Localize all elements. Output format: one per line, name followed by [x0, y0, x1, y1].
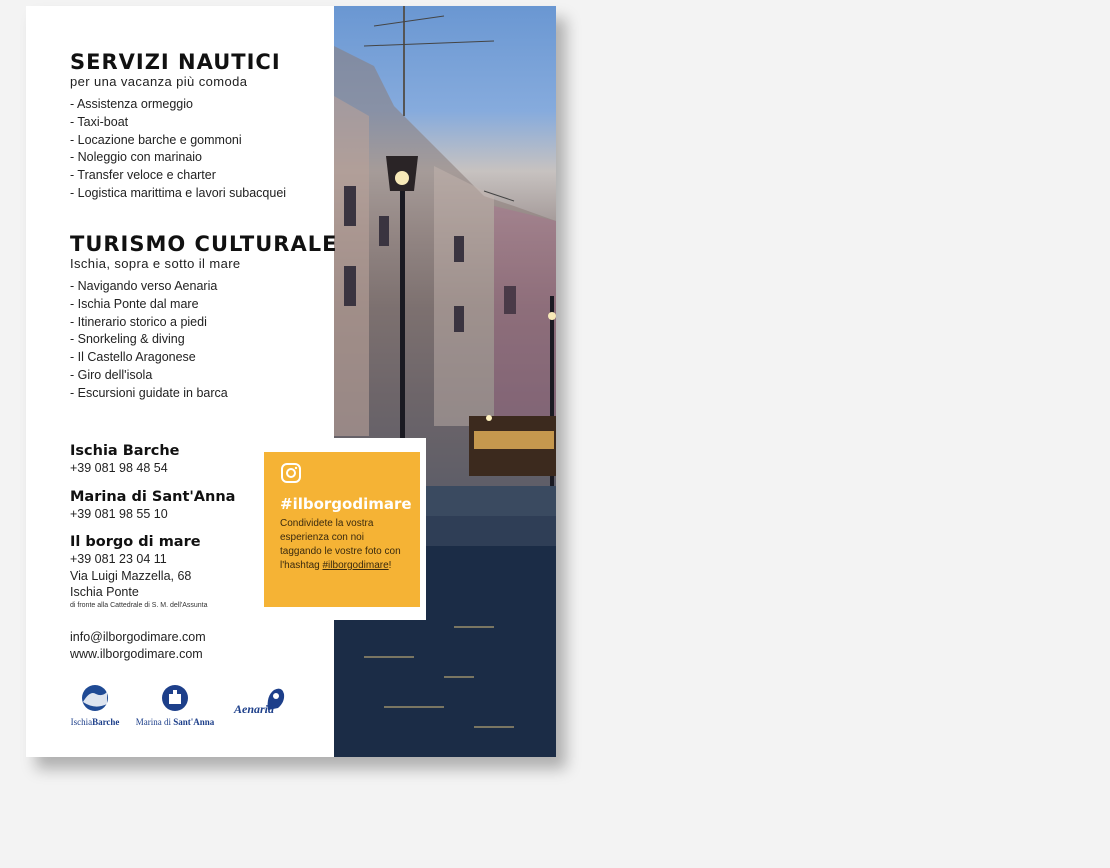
- list-item: - Il Castello Aragonese: [70, 350, 196, 365]
- photo-illustration: [334, 6, 556, 757]
- contact-address: Via Luigi Mazzella, 68: [70, 568, 192, 583]
- ischia-barche-label: [70, 717, 120, 727]
- ischia-barche-icon: [80, 684, 110, 712]
- logo-text: Marina di: [135, 717, 174, 727]
- contact-marina-santanna: [70, 488, 270, 523]
- contact-phone[interactable]: +39 081 23 04 11: [70, 552, 167, 566]
- logo-text-bold: Barche: [92, 717, 120, 727]
- contact-phone[interactable]: +39 081 98 48 54: [70, 461, 168, 475]
- contact-borgo-di-mare: [70, 533, 270, 610]
- evening-harbor-photo: [334, 6, 556, 757]
- logo-text: Ischia: [70, 717, 93, 727]
- list-item: - Giro dell'isola: [70, 367, 153, 382]
- list-item: - Logistica marittima e lavori subacquei: [70, 185, 287, 200]
- list-item: - Locazione barche e gommoni: [70, 132, 242, 147]
- contact-name: Il borgo di mare: [70, 534, 201, 550]
- marina-santanna-logo: [132, 684, 218, 727]
- contact-name: Marina di Sant'Anna: [70, 488, 236, 505]
- instagram-body: Condividete la vostra esperienza con noi taggando le vostre foto con l'hashtag: [280, 518, 401, 571]
- instagram-icon[interactable]: [280, 462, 302, 484]
- list-item: - Assistenza ormeggio: [70, 97, 193, 111]
- aenaria-label: Aenaria: [234, 702, 275, 716]
- contact-name: Ischia Barche: [70, 443, 180, 459]
- servizi-nautici-subtitle: per una vacanza più comoda: [70, 74, 248, 89]
- list-item: - Snorkeling & diving: [70, 332, 185, 347]
- marina-santanna-icon: [161, 684, 189, 712]
- email-link[interactable]: info@ilborgodimare.com: [70, 630, 206, 644]
- list-item: - Taxi-boat: [70, 114, 129, 129]
- instagram-tag-link[interactable]: #ilborgodimare: [322, 560, 389, 571]
- instagram-card: [264, 452, 420, 607]
- instagram-text: [280, 517, 404, 573]
- turismo-culturale-section: [70, 232, 340, 403]
- list-item: - Escursioni guidate in barca: [70, 385, 228, 400]
- list-item: - Itinerario storico a piedi: [70, 314, 207, 329]
- contact-note: di fronte alla Cattedrale di S. M. dell'Assunta: [70, 601, 208, 609]
- ischia-barche-logo: [70, 684, 120, 727]
- turismo-culturale-title: TURISMO CULTURALE: [70, 232, 338, 256]
- contacts-block: [70, 442, 270, 610]
- list-item: - Noleggio con marinaio: [70, 150, 203, 165]
- instagram-hashtag[interactable]: #ilborgodimare: [280, 495, 412, 513]
- instagram-card-frame: [256, 438, 426, 620]
- contact-ischia-barche: [70, 442, 270, 477]
- list-item: - Navigando verso Aenaria: [70, 279, 218, 293]
- servizi-nautici-title: SERVIZI NAUTICI: [70, 50, 281, 74]
- instagram-tail: !: [388, 560, 392, 571]
- website-link[interactable]: www.ilborgodimare.com: [70, 646, 203, 661]
- turismo-culturale-list: [70, 278, 340, 403]
- servizi-nautici-section: [70, 50, 340, 203]
- list-item: - Ischia Ponte dal mare: [70, 296, 199, 311]
- flyer-page: [26, 6, 556, 757]
- partner-logos: [70, 684, 300, 730]
- logo-text-bold: Sant'Anna: [173, 717, 215, 727]
- turismo-culturale-subtitle: Ischia, sopra e sotto il mare: [70, 256, 241, 271]
- marina-santanna-label: [132, 717, 218, 727]
- servizi-nautici-list: [70, 96, 340, 203]
- list-item: - Transfer veloce e charter: [70, 168, 216, 183]
- contact-city: Ischia Ponte: [70, 585, 139, 599]
- contact-phone[interactable]: +39 081 98 55 10: [70, 506, 168, 521]
- web-block: [70, 629, 290, 662]
